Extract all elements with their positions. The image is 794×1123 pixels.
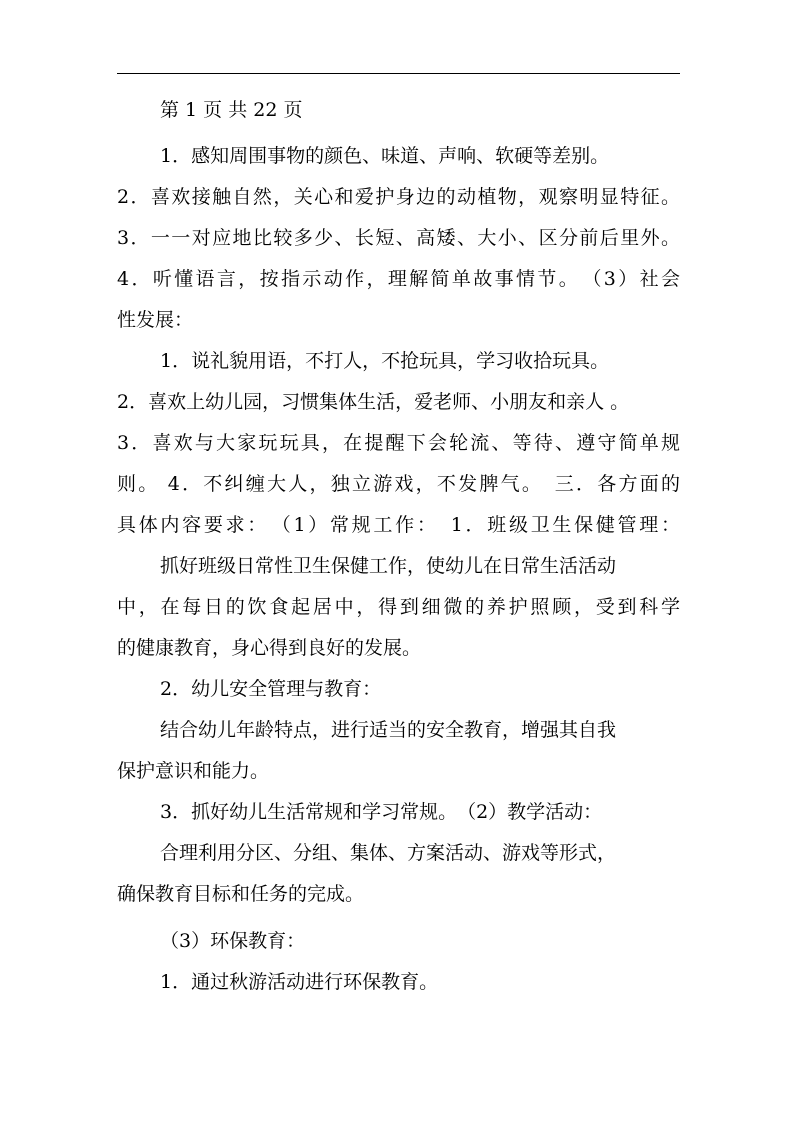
paragraph-line: 2．喜欢接触自然，关心和爱护身边的动植物，观察明显特征。	[117, 186, 680, 208]
paragraph-line: 合理利用分区、分组、集体、方案活动、游戏等形式，	[160, 842, 617, 864]
paragraph-line: 3．喜欢与大家玩玩具，在提醒下会轮流、等待、遵守简单规	[117, 432, 680, 454]
paragraph-line: 3．一一对应地比较多少、长短、高矮、大小、区分前后里外。	[117, 227, 680, 249]
paragraph-line: 具体内容要求： （1）常规工作： 1．班级卫生保健管理：	[117, 514, 680, 536]
paragraph-line: 则。 4．不纠缠大人，独立游戏，不发脾气。 三．各方面的	[117, 473, 680, 495]
paragraph-line: 1．通过秋游活动进行环保教育。	[160, 971, 439, 993]
paragraph-line: 2．幼儿安全管理与教育：	[160, 678, 382, 700]
paragraph-line: 确保教育目标和任务的完成。	[117, 883, 365, 905]
page-number-header: 第 1 页 共 22 页	[160, 99, 303, 121]
paragraph-line: 的健康教育，身心得到良好的发展。	[117, 637, 422, 659]
paragraph-line: 1．说礼貌用语，不打人，不抢玩具，学习收拾玩具。	[160, 350, 610, 372]
paragraph-line: 性发展：	[117, 309, 194, 331]
paragraph-line: 3．抓好幼儿生活常规和学习常规。 （2）教学活动：	[160, 801, 603, 823]
paragraph-line: 1．感知周围事物的颜色、味道、声响、软硬等差别。	[160, 145, 610, 167]
paragraph-line: 4．听懂语言，按指示动作，理解简单故事情节。 （3）社会	[117, 268, 680, 290]
paragraph-line: 中，在每日的饮食起居中，得到细微的养护照顾，受到科学	[117, 596, 680, 618]
paragraph-line: 抓好班级日常性卫生保健工作，使幼儿在日常生活活动	[160, 555, 617, 577]
header-divider	[117, 73, 680, 74]
paragraph-line: 结合幼儿年龄特点，进行适当的安全教育，增强其自我	[160, 719, 617, 741]
paragraph-line: 2．喜欢上幼儿园，习惯集体生活，爱老师、小朋友和亲人 。	[117, 391, 630, 413]
paragraph-line: （3）环保教育：	[160, 930, 306, 952]
paragraph-line: 保护意识和能力。	[117, 760, 270, 782]
